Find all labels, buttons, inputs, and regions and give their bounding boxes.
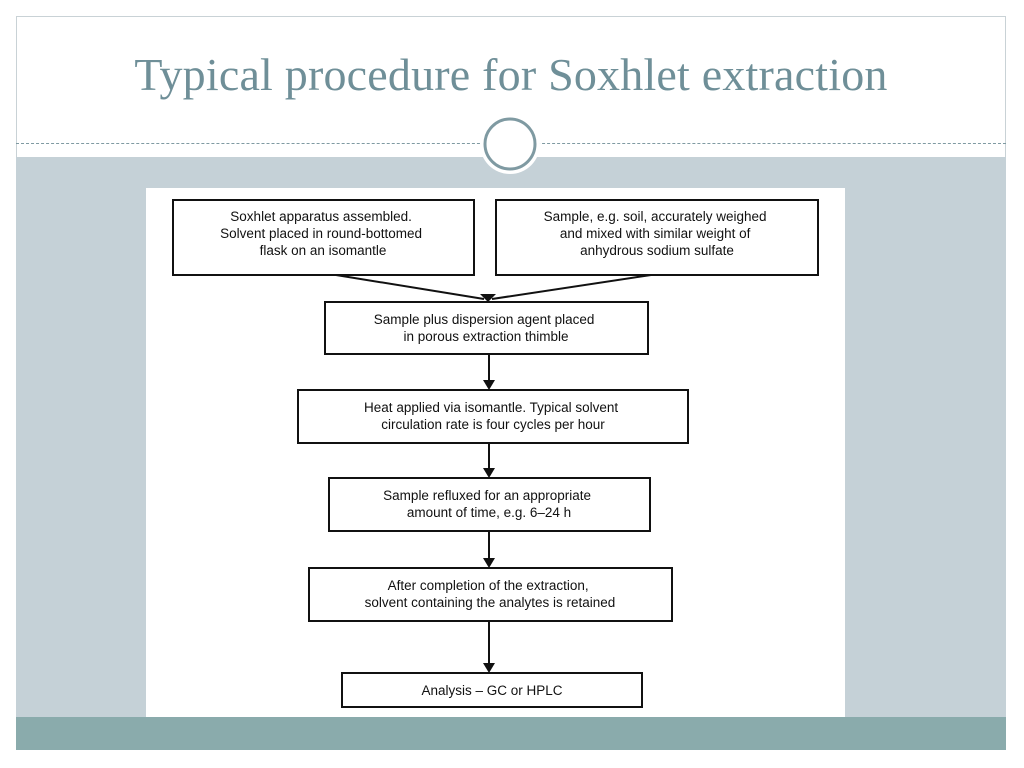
connector-apparatus-to-thimble <box>336 275 484 299</box>
step-analysis-text: Analysis – GC or HPLC <box>421 683 563 698</box>
step-reflux-text: Sample refluxed for an appropriate amount of time, e.g. 6–24 h <box>383 488 592 520</box>
step-thimble-box <box>325 302 648 354</box>
slide-title: Typical procedure for Soxhlet extraction <box>134 49 888 100</box>
arrowhead <box>483 663 495 673</box>
circle-ornament-icon <box>478 112 542 176</box>
arrowhead <box>483 558 495 568</box>
step-apparatus-text: Soxhlet apparatus assembled. Solvent placed in round-bottomed flask on an isomantle <box>220 209 423 258</box>
step-thimble-text: Sample plus dispersion agent placed in porous extraction thimble <box>373 312 595 344</box>
footer-band <box>16 717 1006 750</box>
connector-sample-to-thimble <box>492 275 651 299</box>
step-sample-prep-text: Sample, e.g. soil, accurately weighed and mixed with similar weight of anhydrous sodium sulfate <box>543 209 767 258</box>
flowchart-panel <box>146 188 845 717</box>
flowchart <box>146 188 845 717</box>
arrowhead <box>483 468 495 478</box>
step-retain-text: After completion of the extraction, solvent containing the analytes is retained <box>364 578 616 610</box>
step-heat-text: Heat applied via isomantle. Typical solvent circulation rate is four cycles per hour <box>364 400 619 432</box>
arrowhead <box>483 380 495 390</box>
